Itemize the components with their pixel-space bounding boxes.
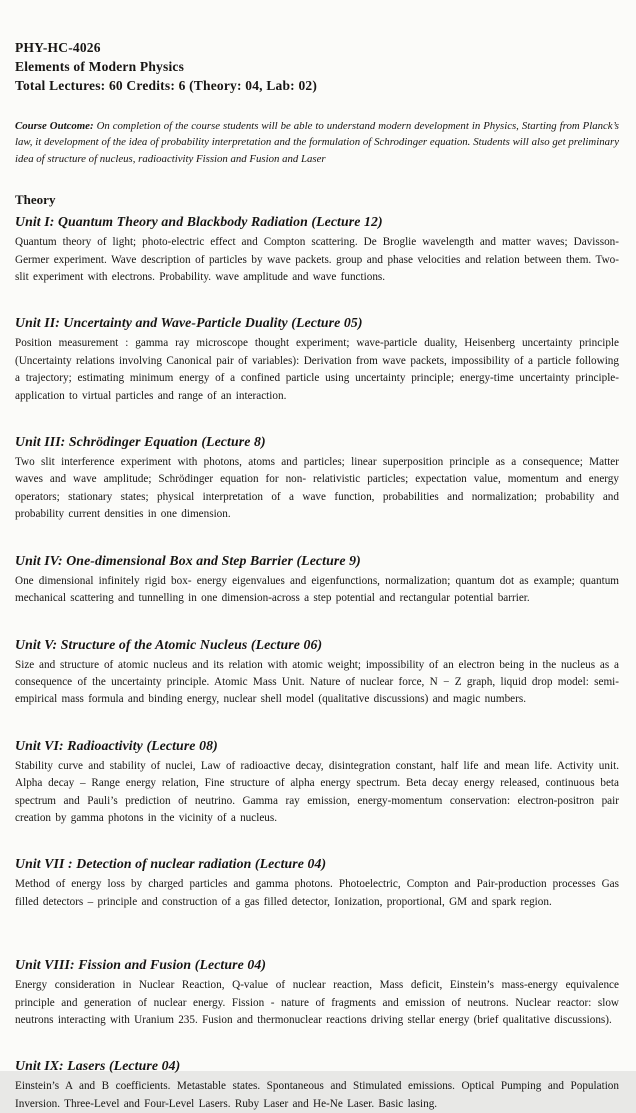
unit-6-body: Stability curve and stability of nuclei, Law of radioactive decay, disintegration constant, half life and mean life. Activity unit. Alpha decay – Range energy relation, Fine structure of alpha energy spectrum. Beta decay energy released, continuous beta spectrum and Pauli’s prediction of neutrino. Gamma ray emission, energy-momentum conservation: electron-positron pair creation by gamma photons in the vicinity of a nucleus. [15,759,619,824]
unit-8 [15,955,619,1029]
unit-8-heading: Unit VIII: Fission and Fusion (Lecture 04) [15,957,267,973]
unit-2 [15,313,619,405]
unit-4 [15,551,619,608]
document-header [15,38,619,95]
unit-6 [15,736,619,828]
unit-2-heading: Unit II: Uncertainty and Wave-Particle Duality (Lecture 05) [15,315,363,331]
course-outcome-text: On completion of the course students will be able to understand modern development in Physics, Starting from Planck’s law, it development of the idea of probability interpretation and the formulation of Schrodinger equation. Students will also get preliminary idea of structure of nucleus, radioactivity Fission and Fusion and Laser [15,120,620,165]
course-title: Elements of Modern Physics [15,59,185,74]
unit-3-heading: Unit III: Schrödinger Equation (Lecture 8) [15,434,266,450]
unit-5-body: Size and structure of atomic nucleus and its relation with atomic weight; impossibility of an electron being in the nucleus as a consequence of the uncertainty principle. Atomic Mass Unit. Nature of nuclear force, N − Z graph, liquid drop model: semi-empirical mass formula and binding energy, nuclear shell model (qualitative discussions) and magic numbers. [15,658,619,706]
unit-7 [15,854,619,911]
section-heading-theory: Theory [15,192,56,208]
unit-1-body: Quantum theory of light; photo-electric effect and Compton scattering. De Broglie wavelength and matter waves; Davisson-Germer experiment. Wave description of particles by wave packets. group and phase velocities and relation between them. Two-slit experiment with electrons. Probability. wave amplitude and wave functions. [15,236,619,284]
unit-1-heading: Unit I: Quantum Theory and Blackbody Radiation (Lecture 12) [15,214,383,230]
unit-5-heading: Unit V: Structure of the Atomic Nucleus (Lecture 06) [15,636,323,652]
unit-6-heading: Unit VI: Radioactivity (Lecture 08) [15,737,218,753]
unit-7-heading: Unit VII : Detection of nuclear radiation (Lecture 04) [15,856,327,872]
course-outcome [15,118,619,167]
unit-5 [15,635,619,709]
unit-4-body: One dimensional infinitely rigid box- energy eigenvalues and eigenfunctions, normalization; quantum dot as example; quantum mechanical scattering and tunnelling in one dimension-across a step potential and rectangular potential barrier. [15,574,619,605]
unit-7-body: Method of energy loss by charged particles and gamma photons. Photoelectric, Compton and Pair-production processes Gas filled detectors – principle and construction of a gas filled detector, Ionization, proportional, GM and spark region. [15,878,619,908]
course-code: PHY-HC-4026 [15,40,101,55]
unit-9 [15,1056,619,1113]
course-outcome-label: Course Outcome: [15,120,94,132]
lectures-credits-line: Total Lectures: 60 Credits: 6 (Theory: 04, Lab: 02) [15,78,318,93]
unit-9-heading: Unit IX: Lasers (Lecture 04) [15,1058,181,1074]
unit-8-body: Energy consideration in Nuclear Reaction, Q-value of nuclear reaction, Mass deficit, Einstein’s mass-energy equivalence principle and generation of nuclear energy. Fission - nature of fragments and emission of neutrons. Nuclear reactor: slow neutrons interacting with Uranium 235. Fusion and thermonuclear reactions driving stellar energy (brief qualitative discussions). [15,979,619,1026]
unit-3-body: Two slit interference experiment with photons, atoms and particles; linear superposition principle as a consequence; Matter waves and wave amplitude; Schrödinger equation for non- relativistic particles; expectation value, momentum and energy operators; stationary states; physical interpretation of a wave function, probabilities and normalization; probability and probability current densities in one dimension. [15,456,619,521]
unit-9-body: Einstein’s A and B coefficients. Metastable states. Spontaneous and Stimulated emissions. Optical Pumping and Population Inversion. Three-Level and Four-Level Lasers. Ruby Laser and He-Ne Laser. Basic lasing. [15,1080,619,1110]
unit-1 [15,212,619,286]
unit-4-heading: Unit IV: One-dimensional Box and Step Barrier (Lecture 9) [15,552,361,568]
unit-3 [15,432,619,524]
unit-2-body: Position measurement : gamma ray microscope thought experiment; wave-particle duality, Heisenberg uncertainty principle (Uncertainty relations involving Canonical pair of variables): Derivation from wave packets, impossibility of a particle following a trajectory; estimating minimum energy of a confined particle using uncertainty principle; energy-time uncertainty principle- application to virtual particles and range of an interaction. [15,337,619,402]
